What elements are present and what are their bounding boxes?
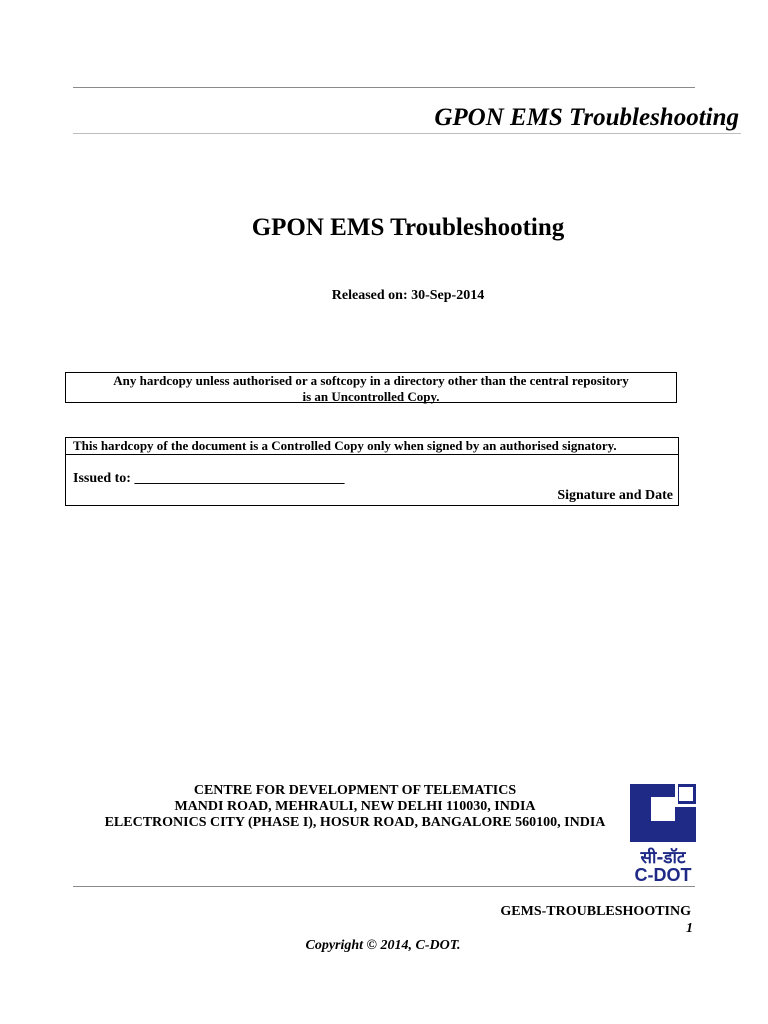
copyright-notice: Copyright © 2014, C-DOT. [305,938,461,953]
logo-hindi-text: सी-डॉट [640,848,686,868]
footer-rule [73,886,695,887]
logo-english-text: C-DOT [634,865,692,884]
controlled-copy-box [65,437,679,506]
address-line-2: ELECTRONICS CITY (PHASE I), HOSUR ROAD, BANGALORE 560100, INDIA [104,815,606,830]
release-date: Released on: 30-Sep-2014 [331,288,485,303]
cdot-logo [630,784,696,884]
controlled-copy-heading: This hardcopy of the document is a Controlled Copy only when signed by an authorised signatory. [66,438,678,455]
header-bottom-rule [73,133,741,134]
notice-line-2: is an Uncontrolled Copy. [302,389,440,404]
header-title: GPON EMS Troubleshooting [434,104,739,131]
address-line-1: MANDI ROAD, MEHRAULI, NEW DELHI 110030, INDIA [174,799,536,814]
uncontrolled-copy-notice [65,372,677,403]
organization-address [0,783,710,831]
issued-to-field: Issued to: ______________________________ [73,471,345,486]
signature-and-date-label: Signature and Date [557,488,673,503]
notice-line-1: Any hardcopy unless authorised or a softcopy in a directory other than the central repository [113,373,629,388]
page-number: 1 [686,921,693,936]
footer-document-code: GEMS-TROUBLESHOOTING [500,904,691,919]
organization-name: CENTRE FOR DEVELOPMENT OF TELEMATICS [193,783,517,798]
document-title: GPON EMS Troubleshooting [251,214,565,241]
header-top-rule [73,87,695,88]
